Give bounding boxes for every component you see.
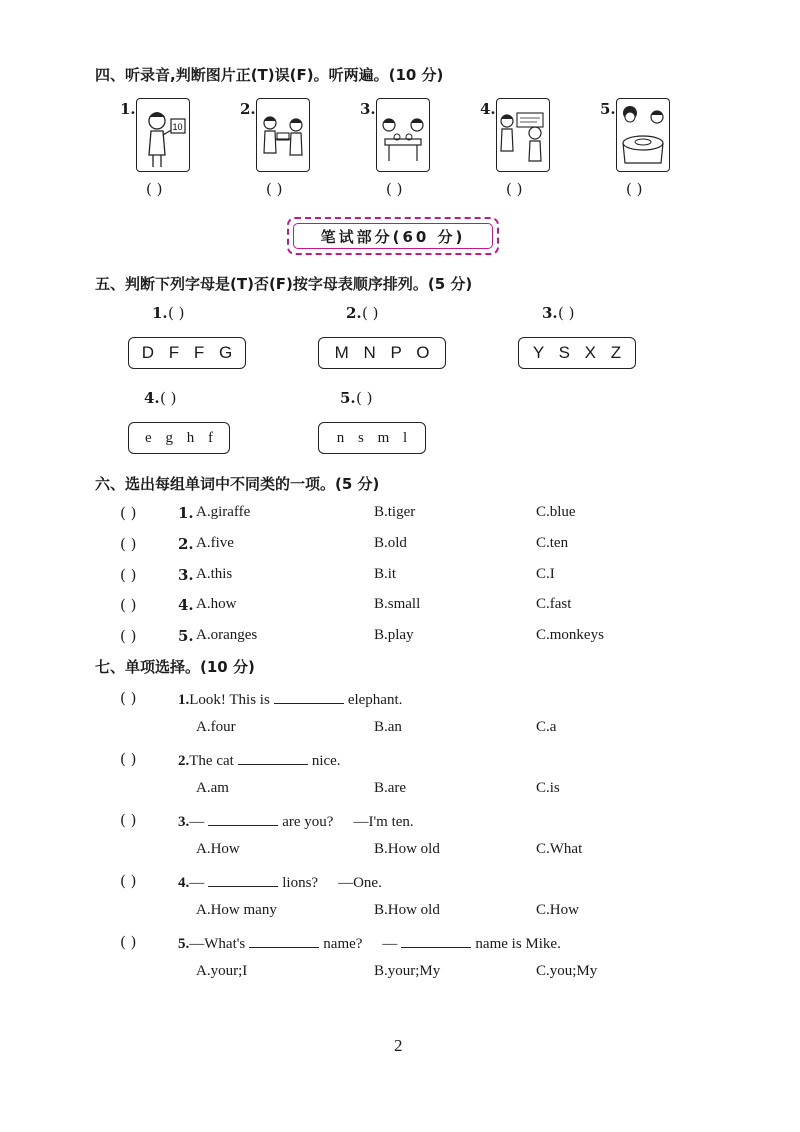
option-c: C.fast — [536, 596, 572, 612]
section5-title: 五、判断下列字母是(T)否(F)按字母表顺序排列。(5 分) — [95, 275, 473, 293]
section6-title: 六、选出每组单词中不同类的一项。(5 分) — [95, 475, 380, 493]
page-number: 2 — [394, 1036, 403, 1055]
boy-holding-number-card-icon — [136, 98, 190, 172]
option-b: B.small — [374, 596, 421, 612]
section4-title: 四、听录音,判断图片正(T)误(F)。听两遍。(10 分) — [95, 66, 444, 84]
question-text: are you? — [282, 814, 334, 830]
answer-text: name is Mike. — [475, 936, 561, 952]
option-a: A.five — [196, 535, 234, 551]
option-b: B.play — [374, 627, 414, 643]
answer-text: — — [382, 936, 398, 952]
pic-num: 1. — [120, 100, 136, 118]
answer-paren[interactable]: ( ) — [120, 596, 137, 614]
option-a: A.oranges — [196, 627, 258, 643]
item-num: 1. — [152, 304, 168, 322]
answer-paren[interactable]: ( ) — [362, 304, 379, 322]
answer-paren[interactable]: ( ) — [120, 566, 137, 584]
item-num: 2. — [178, 535, 194, 553]
question-text: name? — [323, 936, 363, 952]
question-text: elephant. — [347, 692, 403, 708]
pic-num: 2. — [240, 100, 256, 118]
option-c: C.is — [536, 780, 560, 796]
letter-sequence-box: M N P O — [318, 337, 446, 369]
answer-paren[interactable]: ( ) — [120, 535, 137, 553]
kids-at-round-table-icon — [616, 98, 670, 172]
option-b: B.are — [374, 780, 407, 796]
option-a: A.am — [196, 780, 229, 796]
two-kids-at-table-icon — [376, 98, 430, 172]
item-num: 4. — [178, 875, 190, 891]
question-text: Look! This is — [189, 692, 270, 708]
answer-paren[interactable]: ( ) — [356, 389, 373, 407]
answer-paren[interactable]: ( ) — [120, 872, 137, 890]
item-num: 5. — [178, 936, 190, 952]
answer-paren[interactable]: ( ) — [386, 180, 403, 198]
banner-text: 笔试部分(60 分) — [293, 223, 493, 249]
item-num: 2. — [346, 304, 362, 322]
answer-blank[interactable] — [274, 689, 344, 704]
item-num: 3. — [178, 566, 194, 584]
answer-blank[interactable] — [249, 933, 319, 948]
answer-blank[interactable] — [238, 750, 308, 765]
answer-paren[interactable]: ( ) — [626, 180, 643, 198]
option-b: B.old — [374, 535, 407, 551]
pic-num: 5. — [600, 100, 616, 118]
option-c: C.a — [536, 719, 557, 735]
question-text: The cat — [189, 753, 234, 769]
answer-paren[interactable]: ( ) — [120, 627, 137, 645]
answer-paren[interactable]: ( ) — [120, 811, 137, 829]
option-a: A.How — [196, 841, 240, 857]
option-a: A.this — [196, 566, 233, 582]
answer-paren[interactable]: ( ) — [160, 389, 177, 407]
kids-at-whiteboard-icon — [496, 98, 550, 172]
answer-paren[interactable]: ( ) — [120, 933, 137, 951]
option-b: B.your;My — [374, 963, 441, 979]
option-c: C.you;My — [536, 963, 598, 979]
answer-paren[interactable]: ( ) — [120, 689, 137, 707]
section7-title: 七、单项选择。(10 分) — [95, 658, 255, 676]
option-b: B.How old — [374, 902, 440, 918]
option-c: C.I — [536, 566, 555, 582]
option-c: C.monkeys — [536, 627, 604, 643]
question-text: —What's — [189, 936, 246, 952]
item-num: 5. — [178, 627, 194, 645]
option-c: C.blue — [536, 504, 576, 520]
letter-sequence-box: Y S X Z — [518, 337, 636, 369]
answer-blank[interactable] — [208, 811, 278, 826]
question-text: nice. — [311, 753, 341, 769]
item-num: 4. — [178, 596, 194, 614]
item-num: 1. — [178, 692, 190, 708]
item-num: 5. — [340, 389, 356, 407]
letter-sequence-box: e g h f — [128, 422, 230, 454]
item-num: 3. — [178, 814, 190, 830]
option-a: A.giraffe — [196, 504, 251, 520]
item-num: 2. — [178, 753, 190, 769]
question-text: — — [189, 875, 205, 891]
answer-text: —I'm ten. — [353, 814, 414, 830]
option-b: B.How old — [374, 841, 440, 857]
item-num: 1. — [178, 504, 194, 522]
two-kids-with-cake-icon — [256, 98, 310, 172]
option-c: C.What — [536, 841, 583, 857]
answer-paren[interactable]: ( ) — [558, 304, 575, 322]
option-a: A.how — [196, 596, 237, 612]
option-b: B.an — [374, 719, 402, 735]
answer-paren[interactable]: ( ) — [506, 180, 523, 198]
letter-sequence-box: D F F G — [128, 337, 246, 369]
answer-text: —One. — [338, 875, 382, 891]
item-num: 4. — [144, 389, 160, 407]
item-num: 3. — [542, 304, 558, 322]
question-text: lions? — [282, 875, 319, 891]
question-text: — — [189, 814, 205, 830]
answer-paren[interactable]: ( ) — [266, 180, 283, 198]
answer-paren[interactable]: ( ) — [168, 304, 185, 322]
answer-blank[interactable] — [208, 872, 278, 887]
option-b: B.it — [374, 566, 397, 582]
answer-paren[interactable]: ( ) — [120, 504, 137, 522]
option-b: B.tiger — [374, 504, 416, 520]
written-test-banner — [287, 217, 499, 255]
pic-num: 4. — [480, 100, 496, 118]
option-a: A.four — [196, 719, 236, 735]
answer-paren[interactable]: ( ) — [120, 750, 137, 768]
option-c: C.ten — [536, 535, 569, 551]
number-card-text: 10 — [172, 122, 183, 132]
pic-num: 3. — [360, 100, 376, 118]
answer-paren[interactable]: ( ) — [146, 180, 163, 198]
option-a: A.How many — [196, 902, 277, 918]
letter-sequence-box: n s m l — [318, 422, 426, 454]
option-c: C.How — [536, 902, 579, 918]
option-a: A.your;I — [196, 963, 248, 979]
answer-blank[interactable] — [401, 933, 471, 948]
